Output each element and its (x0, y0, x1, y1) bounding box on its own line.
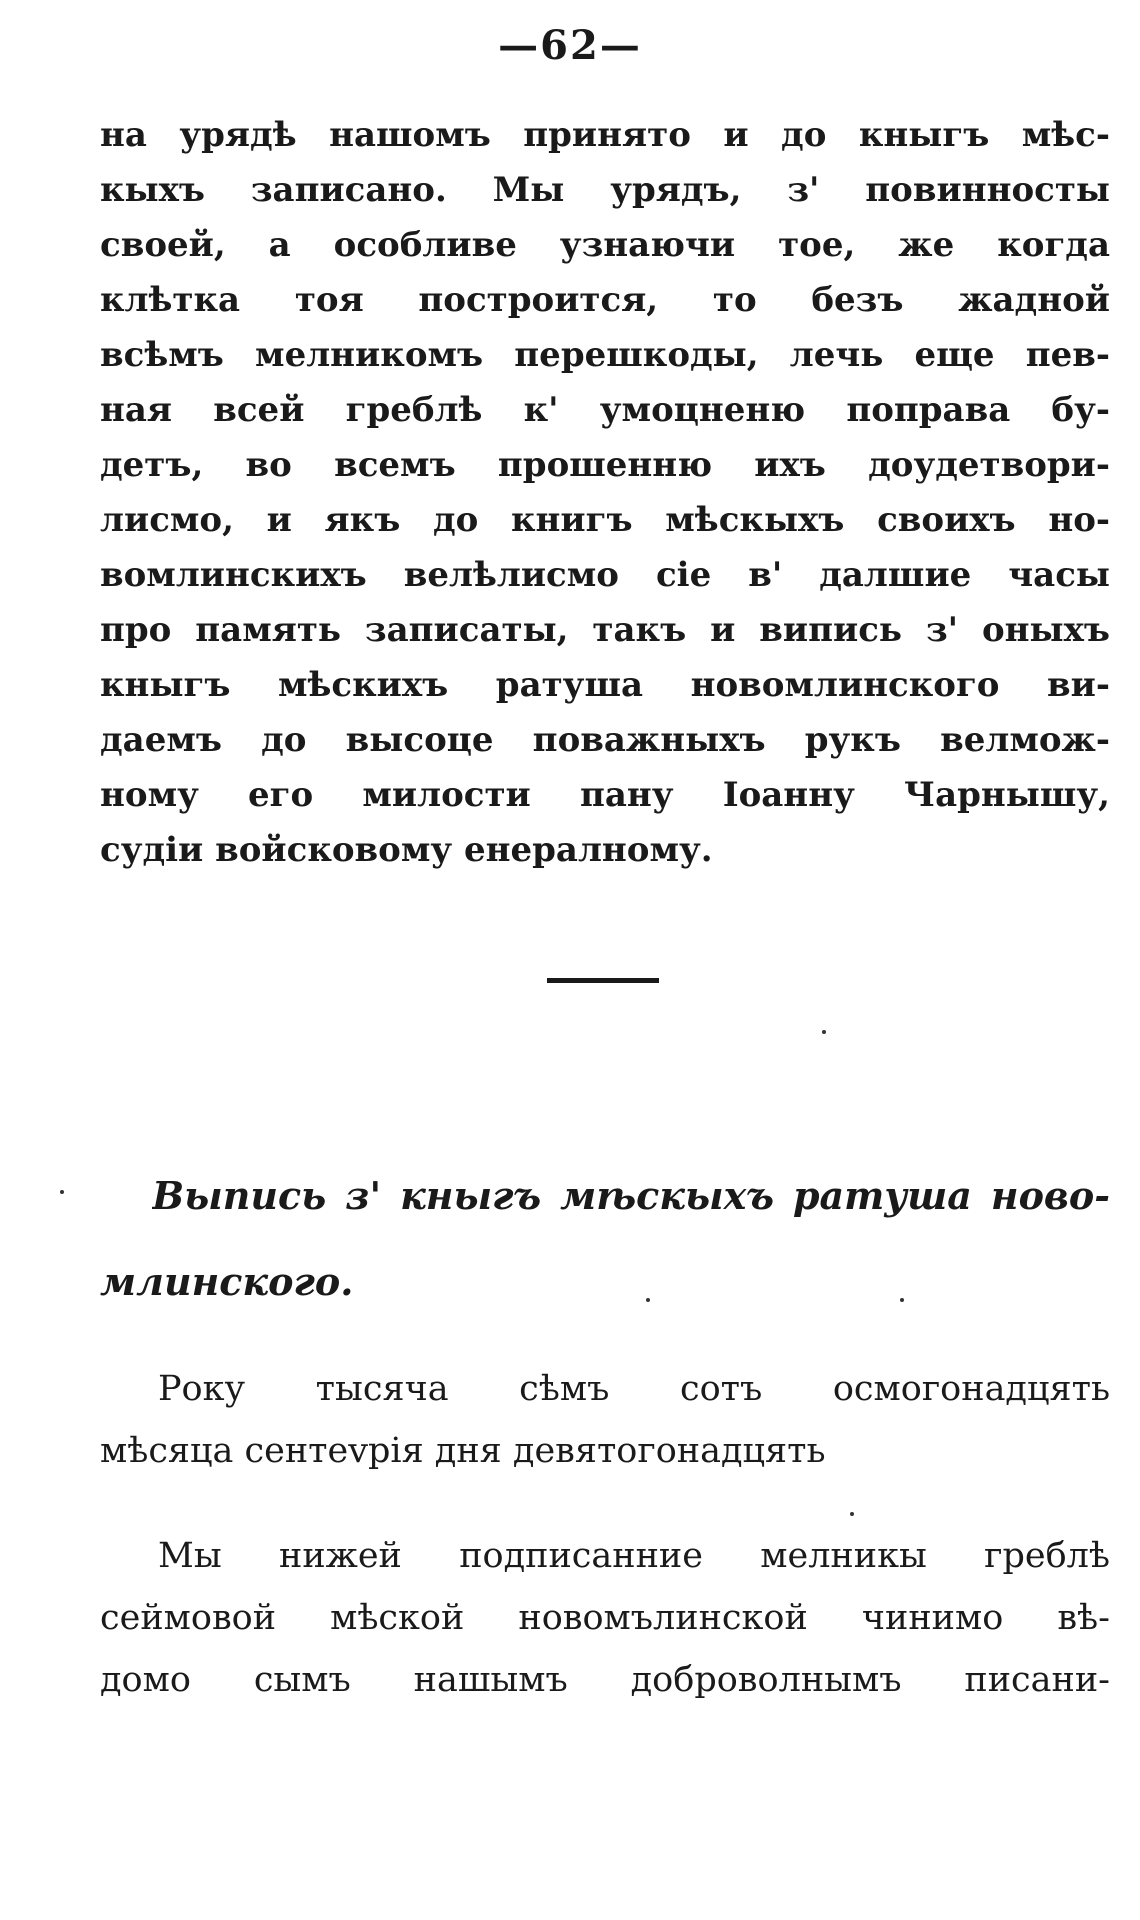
text-line: даемъ до высоце поважныхъ рукъ велмож- (100, 720, 1110, 760)
text-line: лисмо, и якъ до книгъ мѣскыхъ своихъ но- (100, 500, 1110, 540)
text-line: вомлинскихъ велѣлисмо сіе в' далшие часы (100, 555, 1110, 595)
text-line: мѣсяца сентеvрія дня девятогонадцять (100, 1431, 826, 1471)
heading-line: млинского. (100, 1259, 354, 1304)
text-line: судіи войсковому енералному. (100, 830, 713, 870)
ink-speck (60, 1190, 64, 1194)
heading-line: Выпись з' кныгъ мѣскыхъ ратуша ново- (152, 1173, 1110, 1218)
text-line: сеймовой мѣской новомълинской чинимо вѣ- (100, 1598, 1110, 1638)
text-line: ному его милости пану Іоанну Чарнышу, (100, 775, 1110, 815)
text-line: домо сымъ нашымъ доброволнымъ писани- (100, 1660, 1110, 1700)
text-line: кныгъ мѣскихъ ратуша новомлинского ви- (100, 665, 1110, 705)
ink-speck (646, 1298, 650, 1302)
section-heading (100, 1153, 1110, 1325)
ink-speck (850, 1512, 854, 1516)
paragraph-declaration (100, 1525, 1110, 1711)
text-line: Мы нижей подписанние мелникы греблѣ (158, 1536, 1110, 1576)
section-divider (547, 978, 659, 983)
text-line: всѣмъ мелникомъ перешкоды, лечь еще пев- (100, 335, 1110, 375)
text-line: Року тысяча сѣмъ сотъ осмогонадцять (158, 1369, 1110, 1409)
text-line: про память записаты, такъ и випись з' оныхъ (100, 610, 1110, 650)
text-line: детъ, во всемъ прошенню ихъ доудетвори- (100, 445, 1110, 485)
text-line: своей, а особливе узнаючи тое, же когда (100, 225, 1110, 265)
text-line: кыхъ записано. Мы урядъ, з' повинносты (100, 170, 1110, 210)
ink-speck (900, 1298, 904, 1302)
text-line: ная всей греблѣ к' умоцненю поправа бу- (100, 390, 1110, 430)
ink-speck (822, 1030, 826, 1034)
text-line: клѣтка тоя построится, то безъ жадной (100, 280, 1110, 320)
paragraph-date (100, 1358, 1110, 1482)
text-line: на урядѣ нашомъ принято и до кныгъ мѣс- (100, 115, 1110, 155)
page-number: —62— (498, 22, 642, 69)
paragraph-continuation (100, 108, 1110, 878)
